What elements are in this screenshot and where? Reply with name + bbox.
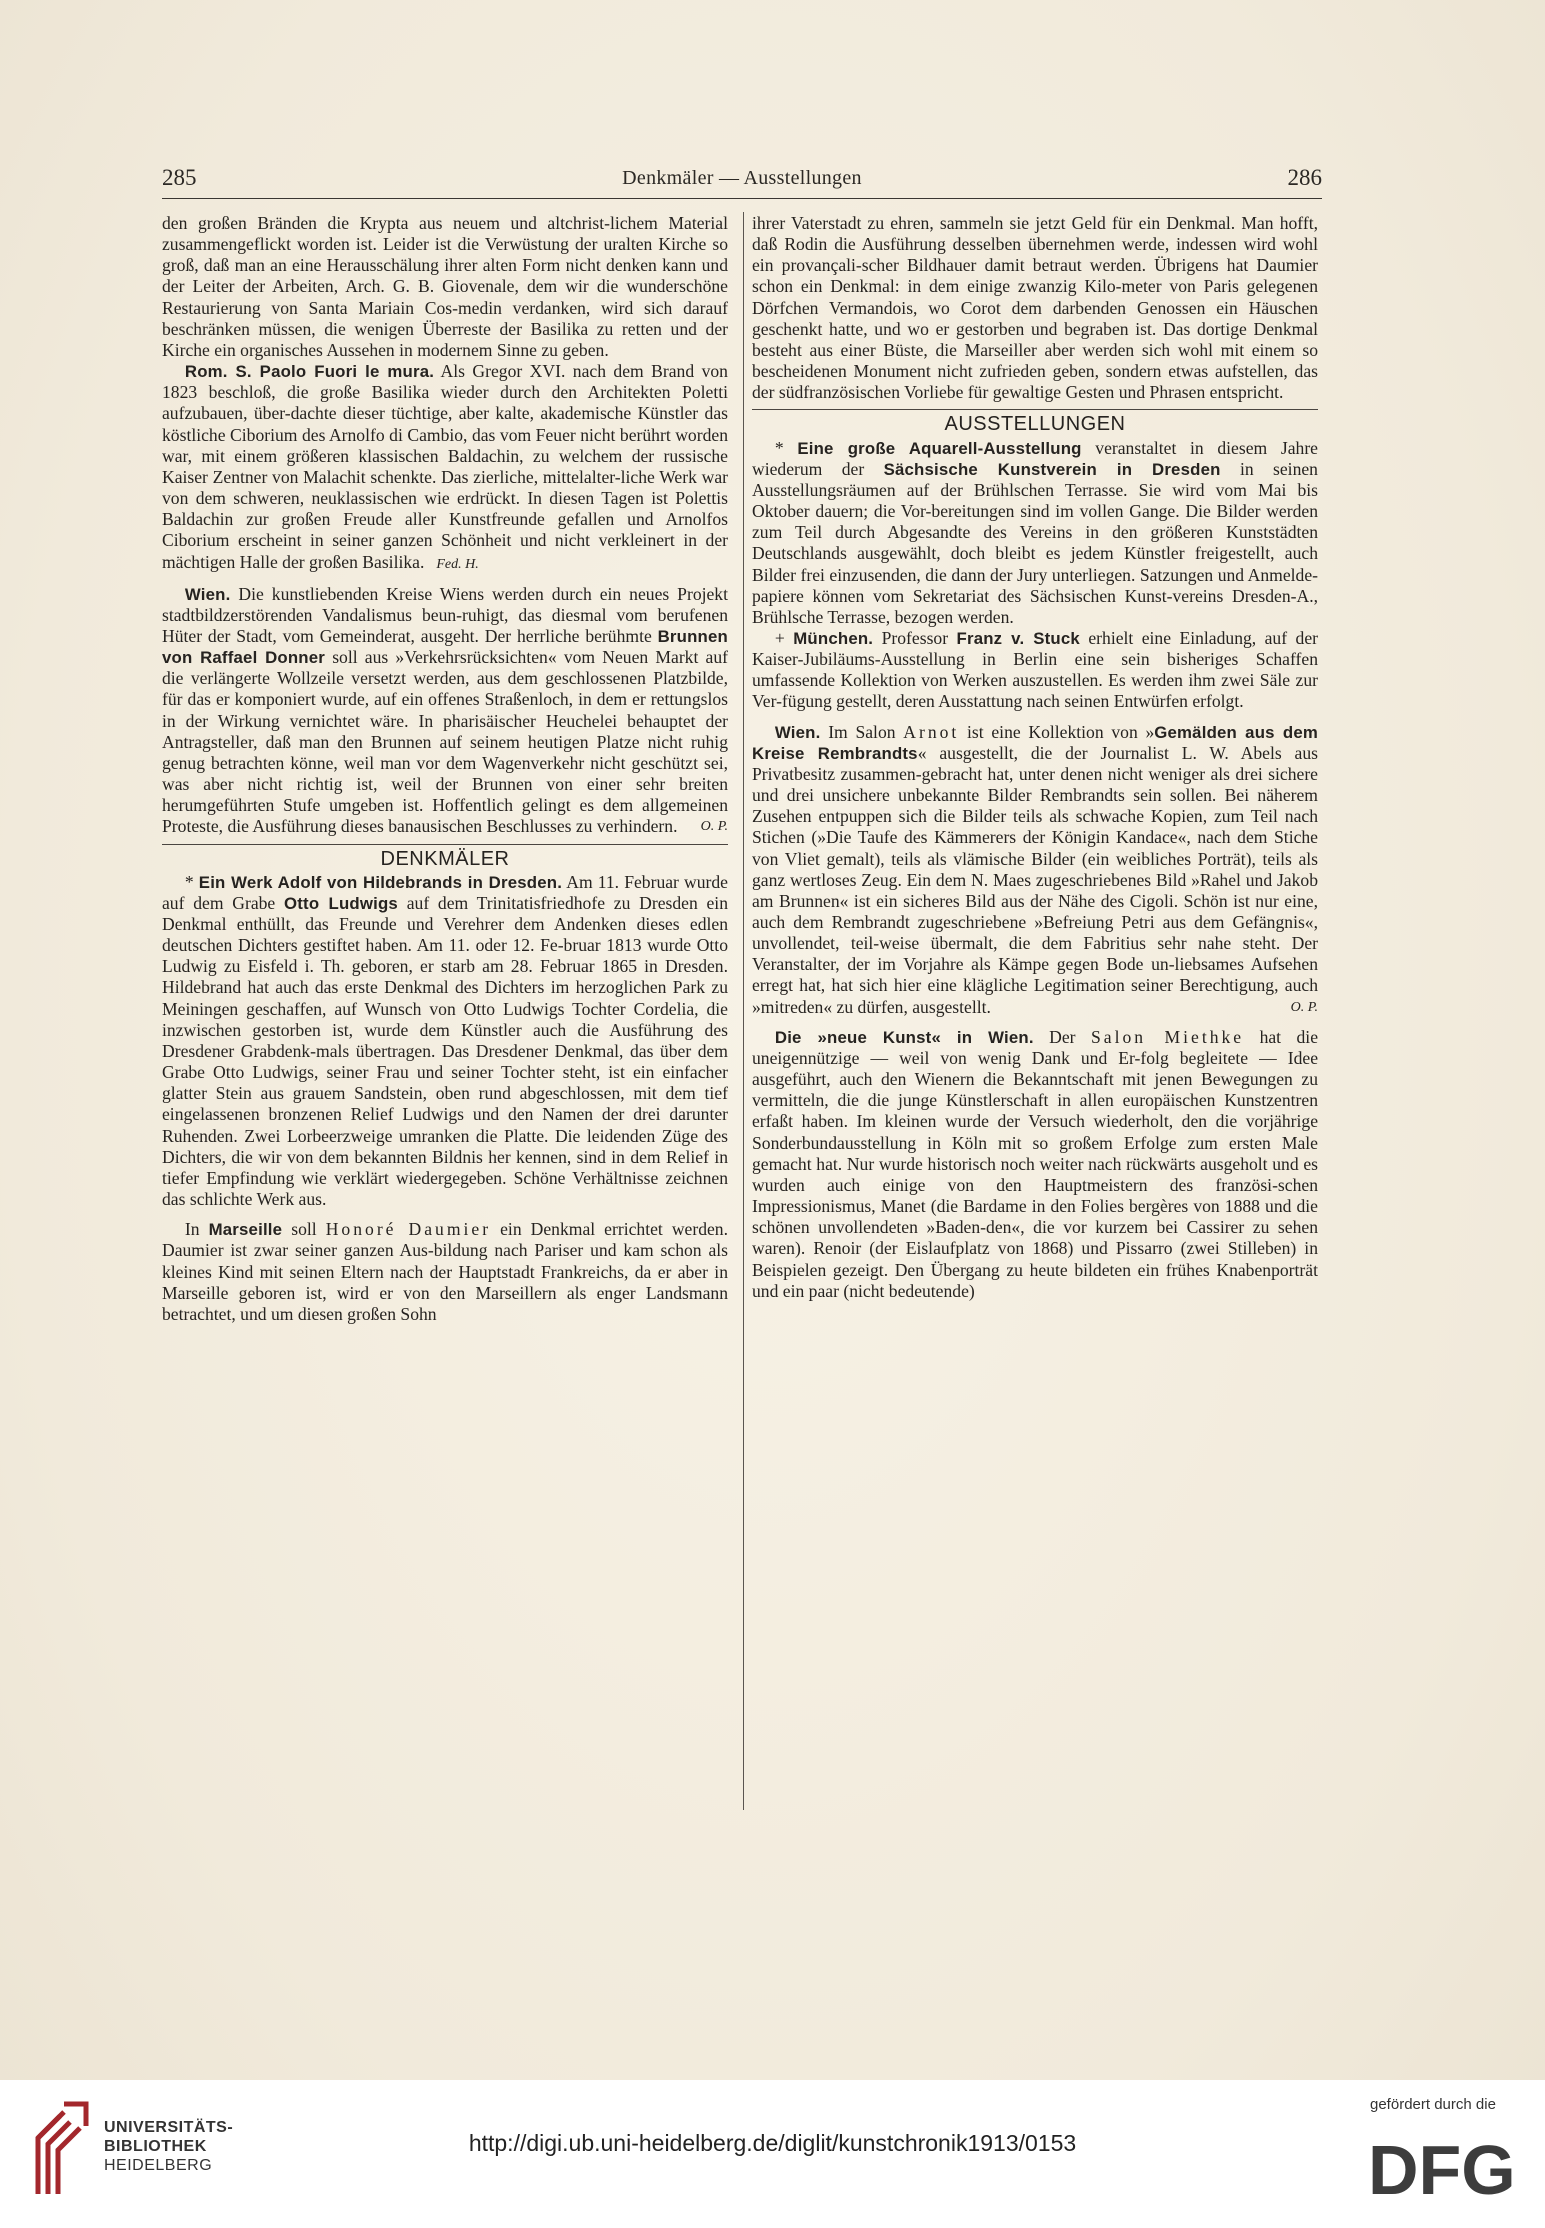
running-header	[162, 165, 1322, 201]
author-initials: O. P.	[1290, 999, 1318, 1015]
bold-keyword: Otto Ludwigs	[284, 893, 398, 913]
article-paragraph	[162, 584, 728, 838]
column-divider	[743, 212, 744, 1810]
library-name: UNIVERSITÄTS- BIBLIOTHEK HEIDELBERG	[104, 2119, 234, 2174]
body-text: soll aus »Verkehrsrücksichten« vom Neuen Markt auf die verlängerte Wollzeile versetzt werden, aus dem geschlossenen Platzbilde, für das er komponiert wurde, auf ein offenes Straßenloch, in dem er rettungslos in der Wirkung vernichtet wäre. In pharisäischer Heuchelei behauptet der Antragsteller, daß man den Brunnen auf seinem heutigen Platze nicht ruhig genug betrachten könne, weil man vor dem Wagenverkehr nicht geschützt sei, was aber nicht richtig ist, weil der Brunnen von einer sehr breiten herumgeführten Stufe umgeben ist. Hoffentlich gelingt es dem allgemeinen Proteste, die Ausführung dieses banausischen Beschlusses zu verhindern.	[162, 647, 728, 837]
body-text: In	[184, 1219, 209, 1240]
section-rule	[162, 844, 728, 845]
article-paragraph	[162, 213, 728, 361]
body-text: hat die uneigennützige — weil von wenig Dank und Er-folg begleitete — Idee ausgeführt, auch den Wienern die Bekanntschaft mit jenen Bewegungen zu vermitteln, die die junge Künstlerschaft in allen europäischen Kunstzentren erfaßt haben. Im kleinen wurde der Versuch wiederholt, den die vorjährige Sonderbundausstellung in Köln mit so großem Erfolge zum ersten Male gemacht hat. Nur wurde historisch noch weiter nach rückwärts ausgeholt und es wurden auch einige von den Hauptmeistern des französi-schen Impressionismus, Manet (die Bardame in den Folies bergères von 1888 und die schönen unvollendeten »Baden-den«, die vor kurzem bei Cassirer zu sehen waren). Renoir (der Eislaufplatz von 1868) und Pissarro (zwei Stilleben) in Beispielen gezeigt. Den Übergang zu heute bildeten ein frühes Knabenporträt und ein paar (nicht bedeutende)	[752, 1026, 1318, 1301]
article-paragraph	[752, 1027, 1318, 1302]
left-column	[162, 213, 728, 1325]
body-text: Die kunstliebenden Kreise Wiens werden durch ein neues Projekt stadtbildzerstörenden Vandalismus beun-ruhigt, das diesmal vom berufenen Hüter der Stadt, vom Gemeinderat, ausgeht. Der herrliche berühmte	[162, 583, 728, 646]
header-rule	[162, 198, 1322, 199]
bold-keyword: München.	[793, 628, 874, 648]
article-paragraph	[162, 1219, 728, 1325]
body-text: erhielt eine Einladung, auf der Kaiser-Jubiläums-Ausstellung in Berlin eine sein bisheriges Schaffen umfassende Kollektion von Werken auszustellen. Es werden ihm zwei Säle zur Ver-fügung gestellt, deren Ausstattung nach seinen Entwürfen erfolgt.	[752, 627, 1318, 712]
spaced-name: Honoré Daumier	[325, 1219, 492, 1240]
section-rule	[752, 409, 1318, 410]
article-paragraph	[752, 628, 1318, 713]
funding-caption: gefördert durch die	[1370, 2096, 1496, 2113]
body-text: *	[774, 437, 798, 458]
bold-keyword: Wien.	[184, 584, 231, 604]
dfg-logo-icon	[1368, 2132, 1518, 2202]
article-paragraph	[162, 361, 728, 575]
running-title: Denkmäler — Ausstellungen	[622, 167, 862, 189]
body-text: in seinen Ausstellungsräumen auf der Brühlschen Terrasse. Sie wird vom Mai bis Oktober dauern; die Vor-bereitungen sind im vollen Gange. Die Bilder werden zum Teil durch Abgesandte des Vereins in den größeren Kunststädten Deutschlands ausgewählt, doch bleibt es jedem Künstler freigestellt, auch Bilder frei einzusenden, die dann der Jury unterliegen. Satzungen und Anmelde-papiere können vom Sekretariat des Sächsischen Kunst-vereins Dresden-A., Brühlsche Terrasse, bezogen werden.	[752, 458, 1318, 627]
body-text: auf dem Trinitatisfriedhofe zu Dresden ein Denkmal enthüllt, das Freunde und Verehrer dem Andenken dieses edlen deutschen Dichters gestiftet haben. Am 11. oder 12. Fe-bruar 1813 wurde Otto Ludwig zu Eisfeld i. Th. geboren, er starb am 28. Februar 1865 in Dresden. Hildebrand hat auch das erste Denkmal des Dichters im herzoglichen Park zu Meiningen geschaffen, auf Wunsch von Otto Ludwigs Tochter Cordelia, die inzwischen gestorben ist, wurde dem Künstler auch die Ausführung des Dresdener Grabdenk-mals übertragen. Das Dresdener Denkmal, das über dem Grabe Otto Ludwigs, seiner Frau und seiner Tochter steht, ist ein einfacher glatter Stein aus grauem Sandstein, oben rund abgeschlossen, mit dem tief eingelassenen bronzenen Relief Ludwigs und den Namen der drei darunter Ruhenden. Zwei Lorbeerzweige umranken die Platte. Die leidenden Züge des Dichters, die wir von dem bekannten Bildnis her kennen, sind in dem Relief in tiefer Empfindung wie verklärt wiedergegeben. Schöne Verhältnisse zeichnen das schlichte Werk aus.	[162, 892, 728, 1210]
page-number-left: 285	[162, 165, 197, 190]
bold-keyword: Eine große Aquarell-Ausstellung	[797, 438, 1082, 458]
body-text: Professor	[873, 627, 957, 648]
body-text: *	[184, 871, 199, 892]
body-text: Im Salon	[820, 721, 904, 742]
body-text: soll	[282, 1219, 326, 1240]
right-column	[752, 213, 1318, 1302]
bold-keyword: Brunnen von Raffael Donner	[162, 626, 728, 668]
digitization-footer	[0, 2080, 1545, 2228]
bold-keyword: Ein Werk Adolf von Hildebrands in Dresden.	[198, 872, 563, 892]
source-url-link[interactable]: http://digi.ub.uni-heidelberg.de/diglit/kunstchronik1913/0153	[468, 2130, 1077, 2156]
author-initials: O. P.	[700, 819, 728, 835]
body-text: Der	[1033, 1026, 1091, 1047]
body-text: Als Gregor XVI. nach dem Brand von 1823 beschloß, die große Basilika wieder durch den Architekten Poletti aufzubauen, über-dachte dieser tüchtige, aber kalte, akademische Künstler das köstliche Ciborium des Arnolfo di Cambio, das vom Feuer nicht berührt worden war, mit einem größeren klassischen Baldachin, zu welchem der russische Kaiser Zentner von Malachit schenkte. Das zierliche, mittelalter-liche Werk war von dem schweren, neuklassischen wie erdrückt. In diesen Tagen ist Polettis Baldachin zur großen Freude aller Kunstfreunde gefallen und Arnolfos Ciborium erscheint in seiner ganzen Schönheit und nicht verkleinert in der mächtigen Halle der großen Basilika.	[162, 361, 728, 572]
article-paragraph	[162, 872, 728, 1211]
spaced-name: Salon Miethke	[1090, 1026, 1245, 1047]
article-paragraph	[752, 213, 1318, 403]
bold-keyword: Die »neue Kunst« in Wien.	[774, 1027, 1034, 1047]
body-text: den großen Bränden die Krypta aus neuem und altchrist-lichem Material zusammengeflickt worden ist. Leider ist die Verwüstung der uralten Kirche so groß, daß man an eine Herausschälung ihrer alten Form nicht denken kann und der Leiter der Arbeiten, Arch. G. B. Giovenale, dem wir die wunderschöne Restaurierung von Santa Mariain Cos-medin verdanken, wird sich darauf beschränken müssen, die wenigen Überreste der Basilika zu retten und der Kirche ein organisches Aussehen in modernem Sinne zu geben.	[162, 213, 728, 360]
svg-text:DFG: DFG	[1368, 2132, 1516, 2202]
bold-keyword: Franz v. Stuck	[956, 628, 1080, 648]
page-number-right: 286	[1287, 165, 1322, 190]
body-text: ihrer Vaterstadt zu ehren, sammeln sie jetzt Geld für ein Denkmal. Man hofft, daß Rodin die Ausführung desselben übernehmen werde, indessen wird wohl ein provançali-scher Bildhauer damit betraut werden. Übrigens hat Daumier schon ein Denkmal: in dem einige zwanzig Kilo-meter von Paris gelegenen Dörfchen Vermandois, wo Corot dem darbenden Genossen ein Häuschen geschenkt hatte, und wo er gestorben und begraben ist. Das dortige Denkmal besteht aus einer Büste, die Marseiller aber werden sich wohl mit einem so bescheidenen Monument nicht zufrieden geben, sondern etwas aufstellen, das der südfranzösischen Vorliebe für gewaltige Gesten und Phrasen entspricht.	[752, 213, 1318, 403]
body-text: +	[774, 627, 794, 648]
body-text: Am 11. Februar wurde auf dem Grabe	[162, 871, 728, 913]
article-paragraph	[752, 722, 1318, 1018]
author-initials: Fed. H.	[436, 556, 479, 572]
bold-keyword: Gemälden aus dem Kreise Rembrandts	[752, 722, 1318, 763]
bold-keyword: Marseille	[208, 1220, 283, 1240]
body-text: veranstaltet in diesem Jahre wiederum der	[752, 437, 1318, 479]
spaced-name: Arnot	[903, 721, 960, 742]
body-text: ein Denkmal errichtet werden. Daumier ist zwar seiner ganzen Aus-bildung nach Pariser und kam schon als kleines Kind mit seinen Eltern nach der Hauptstadt Frankreichs, da er aber in Marseille geboren ist, wird er von den Marseillern als enger Landsmann betrachtet, und um diesen großen Sohn	[162, 1219, 728, 1324]
bold-keyword: Wien.	[774, 722, 821, 742]
bold-keyword: Sächsische Kunstverein in Dresden	[883, 459, 1221, 479]
body-text: « ausgestellt, die der Journalist L. W. Abels aus Privatbesitz zusammen-gebracht hat, unter denen nicht weniger als drei sichere und drei unsichere unbekannte Bilder Rembrandts sein sollen. Bei näherem Zusehen entpuppen sich die Bilder teils als schwache Kopien, zum Teil nach Stichen (»Die Taufe des Kämmerers der Königin Kandace«, nach dem Stiche von Vliet gemalt), teils als vlämische Bilder (ein weibliches Porträt), teils als ganz wertloses Zeug. Ein dem N. Maes zugeschriebenes Bild »Rahel und Jakob am Brunnen« ist ein sicheres Bild aus der Nähe des Cigoli. Schön ist nur eine, auch dem Rembrandt zugeschriebene »Befreiung Petri aus dem Gefängnis«, unvollendet, teil-weise übermalt, die dem Fabritius sehr nahe steht. Der Veranstalter, der im Vorjahre als Kämpe gegen Bode un-liebsames Aufsehen erregt hat, hat sich hier eine klägliche Legitimation seiner Berechtigung, auch »mitreden« zu dürfen, ausgestellt.	[752, 742, 1318, 1017]
bold-keyword: Rom. S. Paolo Fuori le mura.	[184, 362, 435, 382]
article-paragraph	[752, 438, 1318, 628]
section-heading: AUSSTELLUNGEN	[944, 413, 1126, 436]
section-heading: DENKMÄLER	[380, 847, 510, 870]
body-text: ist eine Kollektion von »	[959, 721, 1155, 742]
